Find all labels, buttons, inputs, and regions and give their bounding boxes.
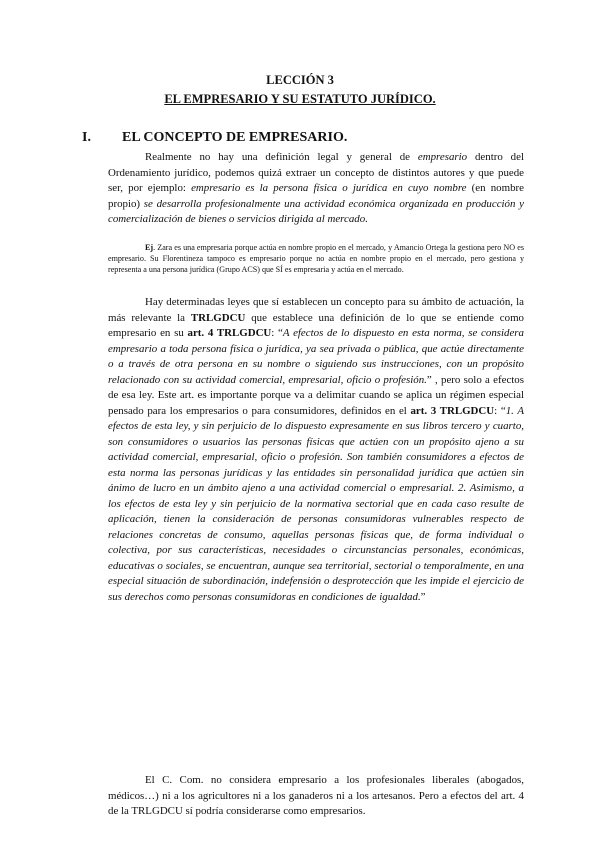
para2-text-c: : “ [271, 327, 283, 339]
para1-italic-a: empresario [417, 151, 468, 163]
lesson-title: EL EMPRESARIO Y SU ESTATUTO JURÍDICO. [164, 92, 436, 106]
para2-bold-a: TRLGDCU [190, 311, 246, 324]
para2-text-f: ” [420, 590, 426, 603]
para2-italic-b: 1. A efectos de esta ley, y sin perjuicio de lo dispuesto expresamente en sus libros tercero y cuarto, son consumidores o usuarios las personas físicas que actúen con un propósito ajeno a su actividad comercial, empresarial, oficio o profesión. Son también consumidores a efectos de esta norma las personas jurídicas y las entidades sin personalidad jurídica que actúen sin ánimo de lucro en un ámbito ajeno a una actividad comercial o empresarial. 2. Asimismo, a los efectos de esta ley y sin perjuicio de la normativa sectorial que en cada caso resulte de aplicación, tienen la consideración de personas consumidoras vulnerables respecto de relaciones concretas de consumo, aquellas personas físicas que, de forma individual o colectiva, por sus características, necesidades o circunstancias personales, económicas, educativas o sociales, se encuentran, aunque sea territorial, sectorial o temporalmente, en una especial situación de subordinación, indefensión o desprotección que les impide el ejercicio de sus derechos como personas consumidoras en condiciones de igualdad. [108, 404, 524, 603]
paragraph-definition [108, 150, 524, 228]
para1-text-b: dentro del Ordenamiento jurídico, podemos quizá extraer un concepto de distintos autores y que puede ser, por ejemplo: [108, 151, 524, 194]
example-label: Ej [145, 243, 154, 252]
para2-italic-a: A efectos de lo dispuesto en esta norma, se considera empresario a toda persona física o jurídica, ya sea privada o pública, que actúe directamente o a través de otra persona en su nombre o siguiendo sus instrucciones, con un propósito relacionado con su actividad comercial, empresarial, oficio o profesión. [108, 327, 524, 386]
para1-italic-c: se desarrolla profesionalmente una actividad económica organizada en producción y comercialización de bienes o servicios dirigida al mercado. [108, 197, 524, 225]
para1-text-a: Realmente no hay una definición legal y general de [145, 151, 418, 163]
paragraph-trlgdcu [108, 295, 524, 605]
para2-bold-b: art. 4 TRLGDCU [187, 327, 272, 339]
example-text: . Zara es una empresaria porque actúa en nombre propio en el mercado, y Amancio Ortega la gestiona pero NO es empresario. Su Florentineza tampoco es empresario porque no actúa en nombre propio en el mercado, pero gestiona y representa a una persona jurídica (Grupo ACS) que SÍ es empresaria y actúa en el mercado. [108, 243, 524, 275]
para2-text-d: ” , pero solo a efectos de esa ley. Este art. es importante porque va a delimitar cuando se aplica un régimen especial pensado para los empresarios o para consumidores, definidos en el [108, 373, 524, 417]
section-title: EL CONCEPTO DE EMPRESARIO. [122, 130, 348, 145]
section-heading [82, 130, 347, 146]
paragraph-ccom [108, 773, 524, 820]
section-numeral: I. [82, 130, 91, 145]
para2-text-e: : “ [494, 404, 506, 417]
para2-bold-c: art. 3 TRLGDCU [410, 404, 495, 417]
para1-text-c: (en nombre propio) [108, 182, 525, 210]
example-note [108, 242, 524, 276]
para3-text: El C. Com. no considera empresario a los profesionales liberales (abogados, médicos…) ni a los agricultores ni a los ganaderos ni a los artesanos. Pero a efectos del art. 4 de la TRLGDCU sí podría considerarse como empresarios. [108, 774, 524, 817]
para1-italic-b: empresario es la persona física o jurídica en cuyo nombre [191, 182, 467, 194]
para2-text-b: que establece una definición de lo que se entiende como empresario en su [108, 311, 524, 339]
lesson-number: LECCIÓN 3 [266, 73, 334, 87]
para2-text-a: Hay determinadas leyes que sí establecen un concepto para su ámbito de actuación, la más relevante la [108, 296, 524, 324]
